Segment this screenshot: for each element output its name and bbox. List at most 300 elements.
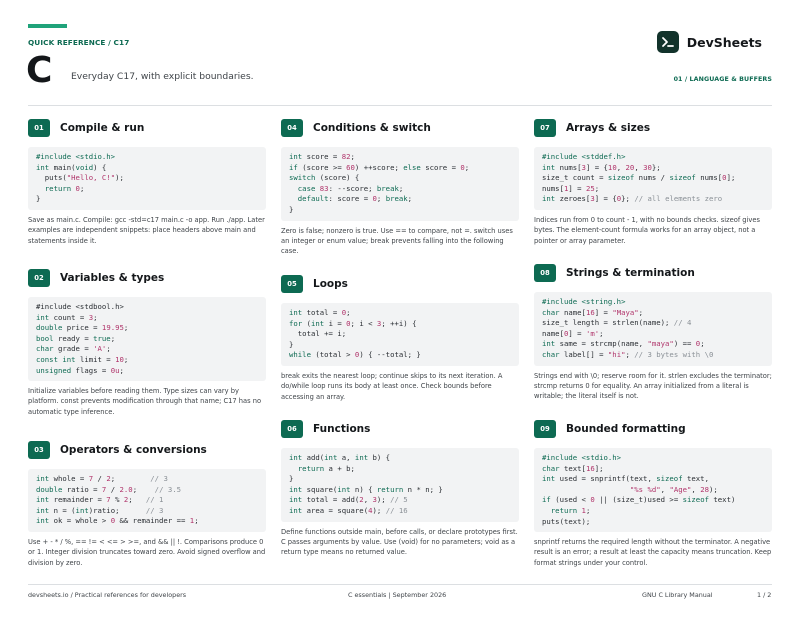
footer-center: C essentials | September 2026 bbox=[348, 591, 447, 599]
code-line bbox=[289, 506, 511, 517]
code-token: 0 bbox=[460, 162, 465, 172]
code-token: int bbox=[324, 453, 342, 462]
code-token: : --score; bbox=[328, 183, 377, 193]
code-line bbox=[36, 516, 258, 527]
code-token: ] = { bbox=[594, 194, 617, 204]
code-token: grade = bbox=[57, 344, 94, 354]
code-token: n) { bbox=[354, 484, 377, 494]
code-token: ) { --total; } bbox=[359, 350, 421, 360]
card-number-badge: 07 bbox=[534, 119, 556, 137]
code-line bbox=[542, 163, 764, 174]
code-token: ; bbox=[132, 484, 155, 494]
card-title: Compile & run bbox=[60, 122, 145, 134]
code-token: count = bbox=[53, 312, 89, 322]
code-token: // 16 bbox=[385, 505, 408, 515]
code-token: 20 bbox=[625, 162, 635, 172]
code-token: #include <string.h> bbox=[542, 297, 626, 306]
code-token: 1 bbox=[189, 516, 195, 526]
card-description: Strings end with \0; reserve room for it. strlen excludes the terminator; strcmp returns 0 for equality. An array initialized from a literal is writable; the literal itself is not. bbox=[534, 371, 772, 401]
card-functions bbox=[281, 420, 519, 557]
page-subtitle: Everyday C17, with explicit boundaries. bbox=[71, 71, 254, 82]
code-token: remainder = bbox=[53, 495, 107, 505]
code-token: } bbox=[289, 339, 294, 349]
code-token: sizeof bbox=[682, 495, 714, 505]
code-token: ready = bbox=[57, 333, 94, 343]
code-token: int bbox=[36, 312, 54, 322]
code-block bbox=[281, 448, 519, 522]
code-line bbox=[36, 163, 258, 174]
code-line bbox=[289, 205, 511, 216]
code-token: int bbox=[36, 474, 54, 483]
code-token: a, bbox=[341, 453, 355, 462]
code-token: ] = bbox=[568, 328, 586, 338]
page-number: 1 / 2 bbox=[757, 591, 772, 599]
code-line bbox=[289, 194, 511, 205]
code-token: ; bbox=[599, 328, 604, 338]
code-line bbox=[289, 340, 511, 351]
code-line bbox=[542, 485, 764, 496]
code-token: 3 bbox=[590, 194, 595, 204]
code-token: ; bbox=[123, 323, 129, 333]
code-line bbox=[289, 350, 511, 361]
code-token: (total > bbox=[315, 350, 355, 360]
code-token: 28 bbox=[700, 484, 709, 494]
code-token: 0 bbox=[75, 183, 80, 193]
footer-divider bbox=[28, 584, 772, 585]
code-token: 0 bbox=[590, 495, 595, 505]
code-token: 1 bbox=[581, 505, 586, 515]
code-token: ; bbox=[346, 308, 351, 317]
code-line bbox=[542, 506, 764, 517]
code-token: char bbox=[542, 463, 564, 473]
code-token: % bbox=[110, 495, 124, 505]
code-token: } bbox=[289, 204, 294, 214]
code-line bbox=[289, 152, 511, 163]
code-token: int bbox=[542, 162, 560, 172]
code-token: "hi" bbox=[607, 349, 626, 359]
code-token: square( bbox=[306, 484, 338, 494]
code-token: "%s %d" bbox=[629, 484, 661, 494]
code-token: n = ( bbox=[53, 505, 76, 515]
code-line bbox=[542, 318, 764, 329]
code-token: n * n; } bbox=[407, 484, 443, 494]
code-token: 7 bbox=[106, 495, 111, 505]
card-number-badge: 04 bbox=[281, 119, 303, 137]
code-token: ] = bbox=[568, 183, 586, 193]
code-line bbox=[542, 495, 764, 506]
code-token: ] = { bbox=[585, 162, 608, 172]
code-token: int bbox=[542, 339, 560, 349]
code-token: 10 bbox=[607, 162, 617, 172]
code-token: 0 bbox=[563, 328, 569, 338]
code-token: #include <stdio.h> bbox=[36, 152, 116, 161]
code-token: name[ bbox=[563, 307, 586, 317]
section-tag: 01 / LANGUAGE & BUFFERS bbox=[673, 76, 772, 83]
code-token: area = square( bbox=[306, 505, 369, 515]
code-token: ); bbox=[376, 495, 391, 505]
code-line bbox=[289, 184, 511, 195]
code-token: , bbox=[660, 484, 670, 494]
code-token: same = strcmp(name, bbox=[559, 339, 648, 349]
code-line bbox=[542, 464, 764, 475]
code-token: ; bbox=[350, 152, 355, 161]
code-token: return bbox=[542, 505, 582, 515]
code-line bbox=[289, 474, 511, 485]
code-line bbox=[542, 173, 764, 184]
code-token: else bbox=[403, 162, 426, 172]
code-token: return bbox=[289, 463, 329, 473]
code-token: text) bbox=[713, 495, 736, 505]
code-line bbox=[36, 474, 258, 485]
code-token: ); bbox=[709, 484, 718, 494]
card-title: Functions bbox=[313, 423, 371, 435]
card-number-badge: 01 bbox=[28, 119, 50, 137]
card-title: Loops bbox=[313, 278, 348, 290]
code-token: , bbox=[691, 484, 701, 494]
footer-reference-link[interactable]: GNU C Library Manual bbox=[642, 591, 713, 599]
code-token: int bbox=[36, 495, 54, 505]
card-number-badge: 03 bbox=[28, 441, 50, 459]
code-token: puts( bbox=[36, 173, 67, 183]
code-line bbox=[36, 152, 258, 163]
code-line bbox=[36, 495, 258, 506]
code-token: ); bbox=[372, 505, 386, 515]
code-token: ; ++i) { bbox=[381, 318, 417, 328]
code-token: }; bbox=[651, 162, 661, 172]
code-token: total += i; bbox=[289, 329, 347, 339]
card-description: Define functions outside main, before calls, or declare prototypes first. C passes arguments by value. Use (void) for no parameters; void as a return type means no returned value. bbox=[281, 527, 518, 557]
card-number-badge: 02 bbox=[28, 269, 50, 287]
code-token: / bbox=[93, 474, 107, 483]
code-line bbox=[289, 485, 511, 496]
code-line bbox=[36, 334, 258, 345]
code-token: #include <stdbool.h> bbox=[36, 302, 124, 311]
code-line bbox=[542, 184, 764, 195]
code-token: int bbox=[289, 495, 307, 505]
code-token: : score = bbox=[328, 194, 373, 204]
card-title: Operators & conversions bbox=[60, 444, 207, 456]
code-token: , bbox=[363, 495, 373, 505]
code-token: score = bbox=[425, 162, 461, 172]
code-token: int bbox=[310, 318, 329, 328]
code-token: 0 bbox=[341, 308, 347, 317]
code-token: int bbox=[289, 152, 307, 161]
code-token: int bbox=[36, 505, 54, 515]
code-token: break bbox=[385, 194, 408, 204]
code-line bbox=[289, 319, 511, 330]
code-token: 1 bbox=[563, 183, 569, 193]
code-token: const int bbox=[36, 354, 80, 364]
code-token: 25 bbox=[585, 183, 595, 193]
code-token: char bbox=[542, 349, 564, 359]
code-block bbox=[281, 303, 519, 366]
code-token: used = snprintf(text, bbox=[559, 474, 657, 484]
card-number-badge: 08 bbox=[534, 264, 556, 282]
code-token: int bbox=[36, 516, 54, 526]
code-token: bool bbox=[36, 333, 58, 343]
code-block bbox=[28, 469, 266, 532]
code-token: double bbox=[36, 323, 67, 333]
code-token: ; bbox=[407, 194, 413, 204]
code-token: nums[ bbox=[542, 183, 564, 193]
code-token: sizeof bbox=[607, 173, 639, 183]
code-token: whole = bbox=[53, 474, 89, 483]
code-token: 0 bbox=[695, 339, 701, 349]
code-line bbox=[36, 355, 258, 366]
page-title: C bbox=[26, 50, 53, 91]
code-token: total = bbox=[306, 308, 342, 317]
code-token: && remainder == bbox=[115, 516, 190, 526]
card-loops bbox=[281, 275, 519, 402]
code-token: 3 bbox=[376, 318, 382, 328]
code-token: ] = bbox=[594, 307, 613, 317]
code-token: case bbox=[289, 183, 320, 193]
code-token: "Maya" bbox=[612, 307, 639, 317]
code-token: , bbox=[616, 162, 626, 172]
code-token: ; bbox=[594, 183, 600, 193]
code-token: ; bbox=[625, 349, 635, 359]
header-divider bbox=[28, 105, 772, 106]
code-token: } bbox=[36, 194, 41, 204]
code-token: }; bbox=[621, 194, 635, 204]
card-title: Arrays & sizes bbox=[566, 122, 651, 134]
code-token: )ratio; bbox=[88, 505, 146, 515]
code-line bbox=[289, 308, 511, 319]
code-token: ) == bbox=[673, 339, 696, 349]
code-token: (score >= bbox=[302, 162, 347, 172]
code-token: 0 bbox=[110, 516, 116, 526]
code-token: sizeof bbox=[656, 474, 687, 484]
code-token: text[ bbox=[563, 463, 586, 473]
code-token: 0 bbox=[722, 173, 727, 183]
code-token: ; bbox=[398, 183, 404, 193]
code-line bbox=[542, 308, 764, 319]
code-token: 2 bbox=[106, 474, 111, 483]
code-token: 4 bbox=[368, 505, 373, 515]
card-title: Bounded formatting bbox=[566, 423, 686, 435]
code-token: for bbox=[289, 318, 307, 328]
code-token: 83 bbox=[319, 183, 329, 193]
code-token: ok = whole > bbox=[53, 516, 111, 526]
code-token: int bbox=[542, 474, 560, 484]
code-token: // 4 bbox=[673, 318, 692, 328]
card-description: Initialize variables before reading them. Type sizes can vary by platform. const prevents modification through that name; C17 has no automatic type inference. bbox=[28, 387, 262, 416]
code-token: 0u bbox=[110, 365, 120, 375]
code-token: 'm' bbox=[585, 328, 600, 338]
card-variables-types bbox=[28, 269, 266, 417]
code-token bbox=[542, 485, 630, 494]
code-line bbox=[36, 366, 258, 377]
code-token: int bbox=[337, 484, 355, 494]
code-token: score = bbox=[306, 152, 342, 161]
code-token: nums[ bbox=[559, 162, 582, 172]
code-token: 30 bbox=[643, 162, 652, 172]
code-token: return bbox=[376, 484, 408, 494]
card-strings-termination bbox=[534, 264, 772, 401]
code-token: nums / bbox=[638, 173, 670, 183]
code-line bbox=[289, 464, 511, 475]
code-block bbox=[281, 147, 519, 221]
code-token: ; bbox=[110, 474, 151, 483]
code-token: ; bbox=[123, 354, 129, 364]
code-token: ; bbox=[700, 339, 705, 349]
code-token: text, bbox=[687, 474, 709, 484]
code-token: 19.95 bbox=[101, 323, 124, 333]
card-description: Zero is false; nonzero is true. Use == to compare, not =. switch uses an integer or enum value; break prevents falling into the following case. bbox=[281, 226, 513, 256]
code-line bbox=[36, 323, 258, 334]
code-token: "maya" bbox=[647, 339, 674, 349]
code-token: // 3 bytes with \0 bbox=[634, 349, 714, 359]
code-block bbox=[28, 297, 266, 381]
code-token: 3 bbox=[372, 495, 377, 505]
code-token: 0 bbox=[372, 194, 377, 204]
code-token: price = bbox=[66, 323, 102, 333]
code-token: main( bbox=[53, 162, 76, 172]
code-token: flags = bbox=[75, 365, 111, 375]
card-number-badge: 09 bbox=[534, 420, 556, 438]
code-line bbox=[289, 453, 511, 464]
code-token: ); bbox=[115, 173, 124, 183]
code-token: ; bbox=[638, 307, 644, 317]
code-token: ; i < bbox=[350, 318, 377, 328]
code-token: #include <stdio.h> bbox=[542, 453, 622, 462]
code-token: label[] = bbox=[563, 349, 608, 359]
code-line bbox=[542, 474, 764, 485]
code-line bbox=[36, 313, 258, 324]
code-line bbox=[542, 339, 764, 350]
code-line bbox=[542, 297, 764, 308]
code-token: ) ++score; bbox=[354, 162, 404, 172]
code-line bbox=[542, 350, 764, 361]
code-token: ; bbox=[110, 333, 116, 343]
code-token: ; bbox=[119, 365, 124, 375]
code-line bbox=[542, 194, 764, 205]
code-token: 10 bbox=[115, 354, 124, 364]
code-line bbox=[542, 329, 764, 340]
code-token: ; bbox=[585, 505, 591, 515]
code-token: unsigned bbox=[36, 365, 76, 375]
code-block bbox=[534, 448, 772, 532]
code-token: 2 bbox=[359, 495, 364, 505]
code-token: void bbox=[75, 162, 94, 172]
code-block bbox=[534, 292, 772, 366]
card-operators-conversions bbox=[28, 441, 266, 568]
code-block bbox=[534, 147, 772, 210]
code-token: ( bbox=[306, 318, 311, 328]
code-line bbox=[36, 184, 258, 195]
code-token: 60 bbox=[346, 162, 355, 172]
code-token: ]; bbox=[726, 173, 736, 183]
code-token: , bbox=[634, 162, 644, 172]
code-token: double bbox=[36, 484, 67, 494]
code-line bbox=[36, 173, 258, 184]
code-token: (score) { bbox=[319, 173, 360, 183]
code-token: int bbox=[75, 505, 89, 515]
code-token: size_t length = strlen(name); bbox=[542, 318, 674, 328]
code-token: 3 bbox=[581, 162, 586, 172]
code-token: add( bbox=[306, 453, 325, 462]
code-token: b) { bbox=[372, 453, 391, 462]
code-token: ; bbox=[464, 162, 470, 172]
code-token: int bbox=[354, 453, 373, 462]
card-description: break exits the nearest loop; continue skips to its next iteration. A do/while loop runs its body at least once. Check bounds before accessing an array. bbox=[281, 371, 503, 401]
code-token: char bbox=[36, 344, 58, 354]
card-bounded-formatting bbox=[534, 420, 772, 568]
code-token: i = bbox=[328, 318, 347, 328]
code-token: int bbox=[289, 308, 307, 317]
code-line bbox=[289, 495, 511, 506]
code-token: switch bbox=[289, 173, 320, 183]
card-number-badge: 06 bbox=[281, 420, 303, 438]
code-line bbox=[542, 152, 764, 163]
code-token: 0 bbox=[346, 318, 351, 328]
code-token: int bbox=[289, 453, 307, 462]
code-token: name[ bbox=[542, 328, 564, 338]
code-token: 7 bbox=[88, 474, 94, 483]
code-line bbox=[542, 453, 764, 464]
code-token: } bbox=[289, 474, 294, 484]
code-token: 16 bbox=[585, 307, 595, 317]
card-conditions-switch bbox=[281, 119, 519, 256]
code-token: 16 bbox=[585, 463, 595, 473]
code-token: size_t count = bbox=[542, 173, 608, 183]
code-token: 2.0 bbox=[119, 484, 133, 494]
code-token: ; bbox=[128, 495, 146, 505]
code-token: (used < bbox=[555, 495, 591, 505]
code-token: nums[ bbox=[700, 173, 723, 183]
code-token: // 5 bbox=[390, 495, 408, 505]
code-token: true bbox=[93, 333, 111, 343]
card-description: Save as main.c. Compile: gcc -std=c17 main.c -o app. Run ./app. Later examples are independent snippets: place headers above main and statements inside it. bbox=[28, 215, 265, 245]
code-line bbox=[36, 302, 258, 313]
code-token: int bbox=[542, 194, 560, 204]
code-token: ; bbox=[79, 183, 85, 193]
code-token: // 3.5 bbox=[154, 484, 182, 494]
accent-bar bbox=[28, 24, 67, 28]
card-title: Strings & termination bbox=[566, 267, 695, 279]
code-token: / bbox=[106, 484, 120, 494]
code-line bbox=[36, 506, 258, 517]
card-compile-run bbox=[28, 119, 266, 246]
code-token: // 3 bbox=[145, 505, 164, 515]
code-token: return bbox=[36, 183, 76, 193]
code-line bbox=[289, 163, 511, 174]
card-title: Variables & types bbox=[60, 272, 165, 284]
code-token: char bbox=[542, 307, 564, 317]
code-token: ; bbox=[106, 344, 111, 354]
code-token: int bbox=[289, 505, 307, 515]
code-token: 82 bbox=[341, 152, 351, 161]
code-token: "Hello, C!" bbox=[66, 173, 116, 183]
brand bbox=[657, 31, 762, 53]
card-description: Use + - * / %, == != < <= > >=, and && || !. Comparisons produce 0 or 1. Integer division truncates toward zero. Avoid signed overflow and division by zero. bbox=[28, 537, 266, 567]
code-token: sizeof bbox=[669, 173, 701, 183]
card-arrays-sizes bbox=[534, 119, 772, 246]
code-token: total = add( bbox=[306, 495, 360, 505]
eyebrow: QUICK REFERENCE / C17 bbox=[28, 38, 130, 47]
code-line bbox=[289, 329, 511, 340]
code-token: 3 bbox=[88, 312, 94, 322]
code-token: 0 bbox=[354, 350, 360, 360]
card-title: Conditions & switch bbox=[313, 122, 431, 134]
code-line bbox=[36, 485, 258, 496]
code-token: 0 bbox=[616, 194, 622, 204]
code-token: a + b; bbox=[328, 463, 355, 473]
code-token: // all elements zero bbox=[634, 194, 723, 204]
code-token: puts(text); bbox=[542, 516, 591, 526]
code-block bbox=[28, 147, 266, 210]
brand-name: DevSheets bbox=[686, 34, 762, 50]
